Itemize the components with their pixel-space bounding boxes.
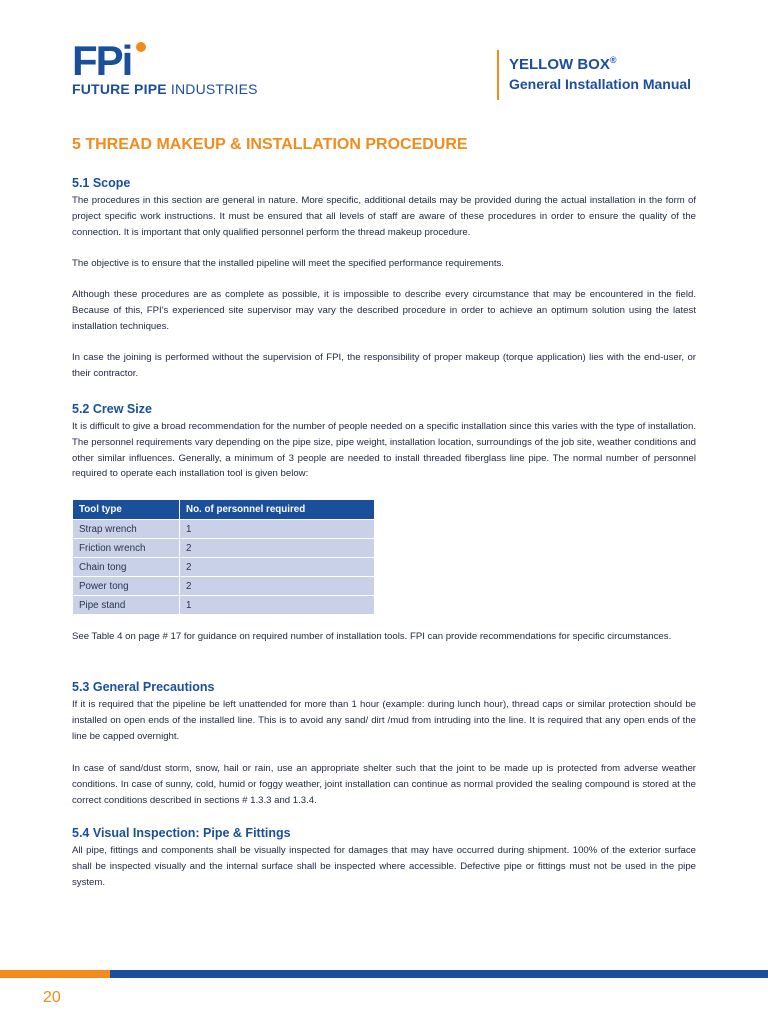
table-row — [73, 596, 375, 615]
logo-wordmark: FUTURE PIPE INDUSTRIES — [72, 81, 258, 97]
table-row — [73, 539, 375, 558]
scope-paragraph-2: The objective is to ensure that the installed pipeline will meet the specified performance requirements. — [72, 258, 504, 269]
crew-paragraph-1: It is difficult to give a broad recommendation for the number of people needed on a specific installation since this varies with the type of installation. The personnel requirements vary depending on the pipe size, pipe weight, installation location, surroundings of the job site, weather conditions and other similar influences. Generally, a minimum of 3 people are needed to install threaded fiberglass line pipe. The normal number of personnel required to operate each installation tool is given below: — [72, 421, 696, 480]
scope-paragraph-3: Although these procedures are as complete as possible, it is impossible to describe every circumstance that may be encountered in the field. Because of this, FPI's experienced site supervisor may vary the described procedure in order to achieve an optimum solution using the latest installation techniques. — [72, 289, 696, 332]
footer-bar-orange — [0, 970, 110, 978]
scope-heading: 5.1 Scope — [72, 176, 131, 190]
table-cell-tool: Friction wrench — [73, 539, 180, 558]
footer-bar-blue — [110, 970, 768, 978]
header-divider — [497, 50, 499, 100]
table-row — [73, 577, 375, 596]
scope-paragraph-4: In case the joining is performed without the supervision of FPI, the responsibility of proper makeup (torque application) lies with the end-user, or their contractor. — [72, 352, 696, 379]
manual-title: General Installation Manual — [509, 76, 692, 92]
inspection-heading: 5.4 Visual Inspection: Pipe & Fittings — [72, 826, 291, 840]
table-cell-tool: Chain tong — [73, 558, 180, 577]
table-row — [73, 558, 375, 577]
page-number: 20 — [43, 989, 61, 1006]
table-cell-count: 2 — [180, 577, 375, 596]
table-cell-tool: Pipe stand — [73, 596, 180, 615]
scope-paragraph-1: The procedures in this section are general in nature. More specific, additional details may be provided during the actual installation in the form of project specific work instructions. It must be ensured that all levels of staff are aware of these procedures in order to ensure the quality of the connection. It is important that only qualified personnel perform the thread makeup procedure. — [72, 195, 696, 238]
product-name: YELLOW BOX® — [509, 55, 617, 73]
table-cell-count: 2 — [180, 558, 375, 577]
table-header-row — [73, 500, 375, 520]
company-logo — [72, 37, 258, 97]
table-cell-count: 1 — [180, 520, 375, 539]
crew-table — [72, 499, 375, 615]
table-cell-count: 2 — [180, 539, 375, 558]
table-cell-tool: Power tong — [73, 577, 180, 596]
manual-header — [509, 55, 691, 92]
section-title: 5 THREAD MAKEUP & INSTALLATION PROCEDURE — [72, 136, 468, 153]
table-header-tool: Tool type — [73, 500, 180, 520]
table-cell-count: 1 — [180, 596, 375, 615]
table-header-personnel: No. of personnel required — [180, 500, 375, 520]
crew-paragraph-2: See Table 4 on page # 17 for guidance on required number of installation tools. FPI can provide recommendations for specific circumstances. — [72, 631, 672, 642]
precautions-heading: 5.3 General Precautions — [72, 680, 215, 694]
logo-dot-icon — [136, 42, 146, 52]
crew-heading: 5.2 Crew Size — [72, 402, 152, 416]
precautions-paragraph-2: In case of sand/dust storm, snow, hail or rain, use an appropriate shelter such that the joint to be made up is protected from adverse weather conditions. In case of sunny, cold, humid or foggy weather, joint installation can continue as normal provided the sealing compound is stored at the correct conditions described in sections # 1.3.3 and 1.3.4. — [72, 763, 696, 806]
table-row — [73, 520, 375, 539]
inspection-paragraph-1: All pipe, fittings and components shall be visually inspected for damages that may have occurred during shipment. 100% of the exterior surface shall be inspected visually and the internal surface shall be inspected where accessible. Defective pipe or fittings must not be used in the pipe system. — [72, 845, 696, 888]
logo-mark: FPi — [72, 40, 258, 82]
table-cell-tool: Strap wrench — [73, 520, 180, 539]
precautions-paragraph-1: If it is required that the pipeline be left unattended for more than 1 hour (example: during lunch hour), thread caps or similar protection should be installed on open ends of the installed line. This is to avoid any sand/ dirt /mud from intruding into the line. It is required that any open ends of the line be capped overnight. — [72, 699, 696, 742]
